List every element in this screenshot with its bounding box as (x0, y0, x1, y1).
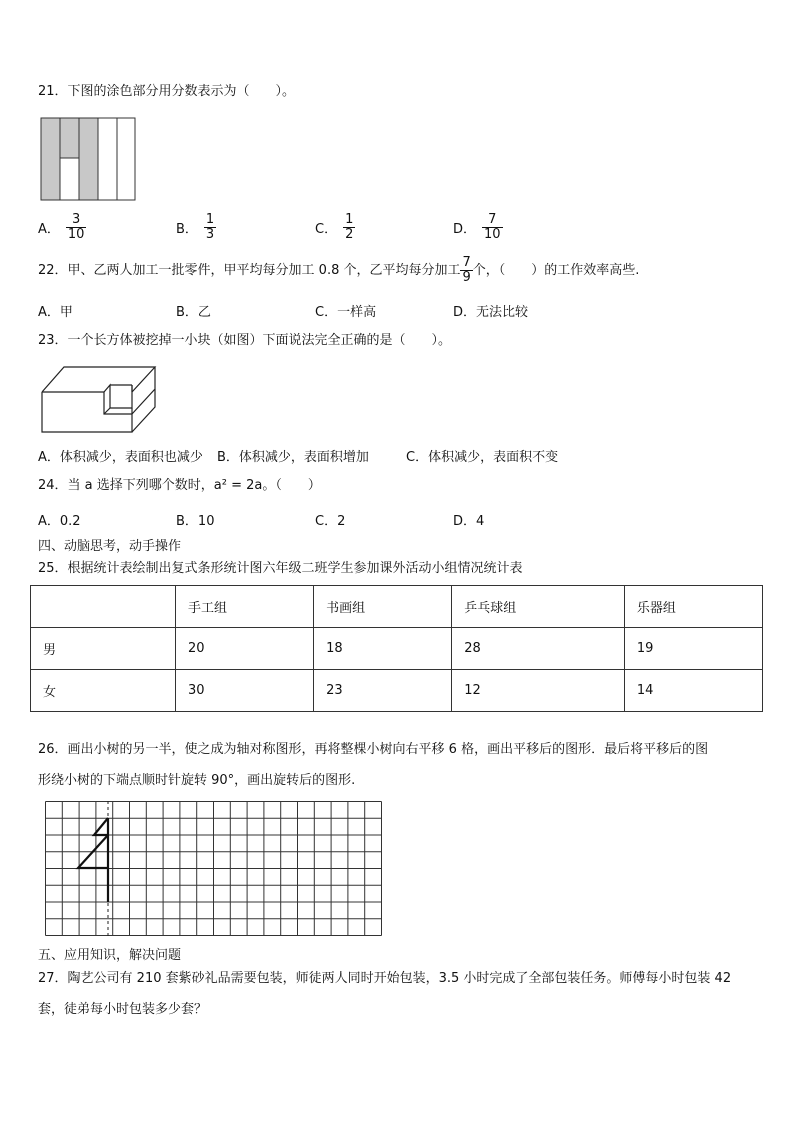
q24-option-c[interactable]: C．2 (315, 514, 346, 529)
q22-option-c[interactable]: C．一样高 (315, 305, 377, 320)
q23-option-a[interactable]: A．体积减少，表面积也减少 (38, 450, 203, 465)
q23-option-c[interactable]: C．体积减少，表面积不变 (406, 450, 559, 465)
table-cell: 28 (452, 628, 625, 670)
q21-shaded-rectangle-figure (40, 117, 136, 201)
table-cell: 23 (314, 670, 452, 712)
table-cell: 20 (176, 628, 314, 670)
table-row (31, 670, 763, 712)
table-header-cell (31, 586, 176, 628)
q21-text: 21．下图的涂色部分用分数表示为（ ）。 (38, 84, 296, 99)
q21-option-d-label: D． (453, 222, 477, 237)
q21-option-a[interactable] (38, 213, 86, 242)
q21-option-c[interactable] (315, 213, 355, 242)
table-header-cell: 手工组 (176, 586, 314, 628)
q24-text: 24．当 a 选择下列哪个数时，a² = 2a。（ ） (38, 478, 321, 493)
table-cell: 女 (31, 670, 176, 712)
table-header-row (31, 586, 763, 628)
q21-option-a-fraction: $\frac{3}{10}$ (67, 212, 85, 242)
q22-text (38, 256, 639, 285)
q22-option-d[interactable]: D．无法比较 (453, 305, 529, 320)
q21-option-a-label: A． (38, 222, 60, 237)
q21-option-c-fraction: $\frac{1}{2}$ (345, 212, 354, 242)
q22-text-before: 22．甲、乙两人加工一批零件，甲平均每分加工 0.8 个，乙平均每分加工 (38, 263, 461, 278)
table-cell: 14 (624, 670, 762, 712)
table-row (31, 628, 763, 670)
table-cell: 12 (452, 670, 625, 712)
q24-option-b[interactable]: B．10 (176, 514, 215, 529)
q27-text-line2: 套，徒弟每小时包装多少套？ (38, 1002, 208, 1017)
q21-option-c-label: C． (315, 222, 338, 237)
q22-fraction: $\frac{7}{9}$ (462, 255, 471, 285)
q26-grid-figure (45, 801, 382, 936)
q23-option-b[interactable]: B．体积减少，表面积增加 (217, 450, 369, 465)
table-header-cell: 书画组 (314, 586, 452, 628)
table-cell: 30 (176, 670, 314, 712)
q22-option-b[interactable]: B．乙 (176, 305, 211, 320)
q25-stats-table (30, 585, 763, 712)
q22-option-a[interactable]: A．甲 (38, 305, 73, 320)
q26-text-line1: 26．画出小树的另一半，使之成为轴对称图形，再将整棵小树向右平移 6 格，画出平移后的图形．最后将平移后的图 (38, 742, 709, 757)
q25-text: 25．根据统计表绘制出复式条形统计图六年级二班学生参加课外活动小组情况统计表 (38, 561, 523, 576)
q26-text-line2: 形绕小树的下端点顺时针旋转 90°，画出旋转后的图形. (38, 773, 356, 788)
section-5-heading: 五、应用知识，解决问题 (38, 948, 182, 963)
table-header-cell: 乒乓球组 (452, 586, 625, 628)
q21-option-b[interactable] (176, 213, 216, 242)
table-cell: 19 (624, 628, 762, 670)
q26-half-tree (78, 818, 108, 902)
q21-option-d[interactable] (453, 213, 503, 242)
q21-option-b-fraction: $\frac{1}{3}$ (205, 212, 215, 242)
q24-option-a[interactable]: A．0.2 (38, 514, 81, 529)
q22-text-after: 个，（ ）的工作效率高些. (472, 263, 640, 278)
q23-text: 23．一个长方体被挖掉一小块（如图）下面说法完全正确的是（ ）。 (38, 333, 452, 348)
q23-cuboid-figure (40, 364, 160, 434)
table-header-cell: 乐器组 (624, 586, 762, 628)
q24-option-d[interactable]: D．4 (453, 514, 485, 529)
q21-option-b-label: B． (176, 222, 198, 237)
section-4-heading: 四、动脑思考，动手操作 (38, 539, 182, 554)
q21-option-d-fraction: $\frac{7}{10}$ (484, 212, 501, 242)
table-cell: 18 (314, 628, 452, 670)
q27-text-line1: 27．陶艺公司有 210 套紫砂礼品需要包装，师徒两人同时开始包装，3.5 小时完成了全部包装任务。师傅每小时包装 42 (38, 971, 732, 986)
table-cell: 男 (31, 628, 176, 670)
